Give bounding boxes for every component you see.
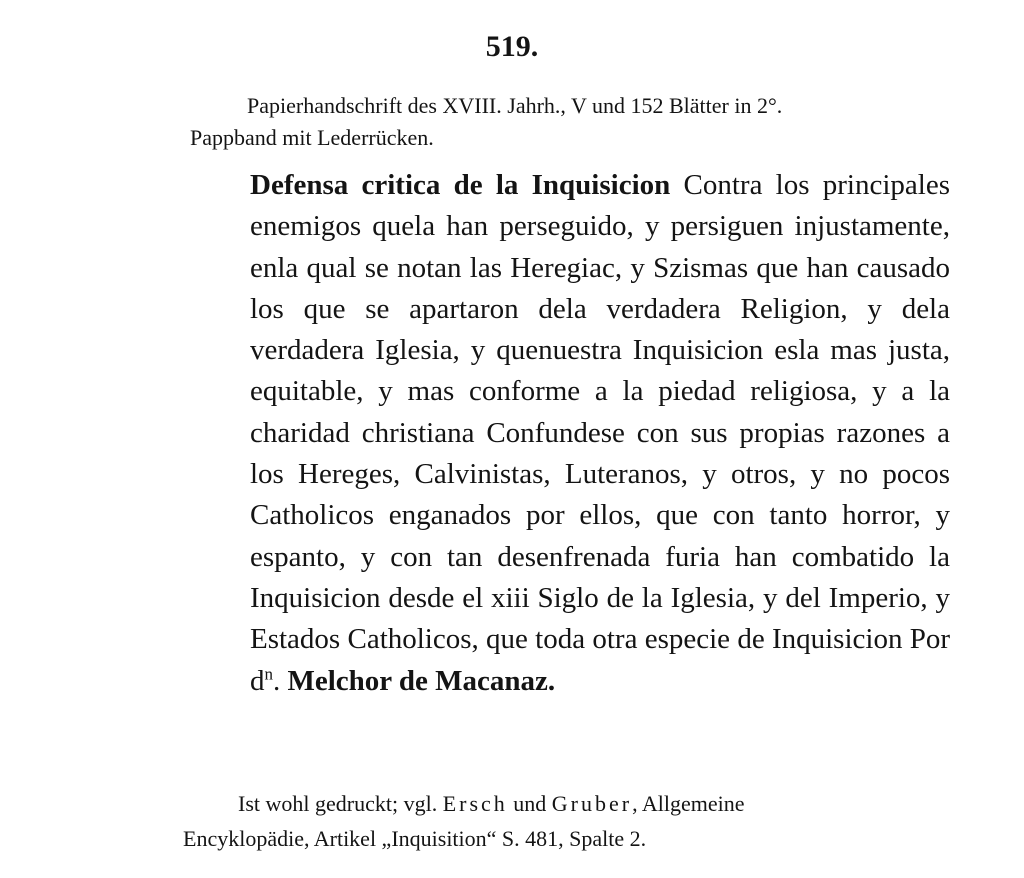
entry-by-superscript: n xyxy=(264,663,273,683)
binding-description: Pappband mit Lederrücken. xyxy=(190,125,434,150)
entry-body: Contra los principales enemigos quela han perseguido, y persiguen injustamente, enla qual se notan las Heregiac, y Szismas que han causado los que se apartaron dela verdadera Religion, y dela verdadera Iglesia, y quenuestra Inquisicion esla mas justa, equitable, y mas conforme a la piedad religiosa, y a la charidad christiana Confundese con sus propias razones a los Hereges, Calvinistas, Luteranos, y otros, y no pocos Catholicos enganados por ellos, que con tanto horror, y espanto, y con tan desenfrenada furia han combatido la Inquisicion desde el xiii Siglo de la Iglesia, y del Imperio, y Estados Catholicos, que toda otra especie de Inquisicion Por d xyxy=(250,169,950,697)
entry-title: Defensa critica de la Inquisicion xyxy=(250,169,671,201)
note-text: Ist wohl gedruckt; vgl. xyxy=(238,791,438,816)
entry-author: Melchor de Macanaz. xyxy=(287,664,556,697)
catalog-entry xyxy=(250,165,950,702)
note-author-gruber: Gruber xyxy=(551,791,633,816)
note-text-end: , Allgemeine xyxy=(632,791,745,816)
note-line-1 xyxy=(238,791,745,817)
page-number: 519. xyxy=(485,30,539,63)
manuscript-description: Papierhandschrift des XVIII. Jahrh., V und 152 Blätter in 2°. xyxy=(247,93,783,118)
note-line-2: Encyklopädie, Artikel „Inquisition“ S. 481, Spalte 2. xyxy=(183,826,647,851)
note-author-ersch: Ersch xyxy=(442,791,508,816)
entry-by-period: . xyxy=(273,664,281,697)
note-und: und xyxy=(513,791,547,816)
